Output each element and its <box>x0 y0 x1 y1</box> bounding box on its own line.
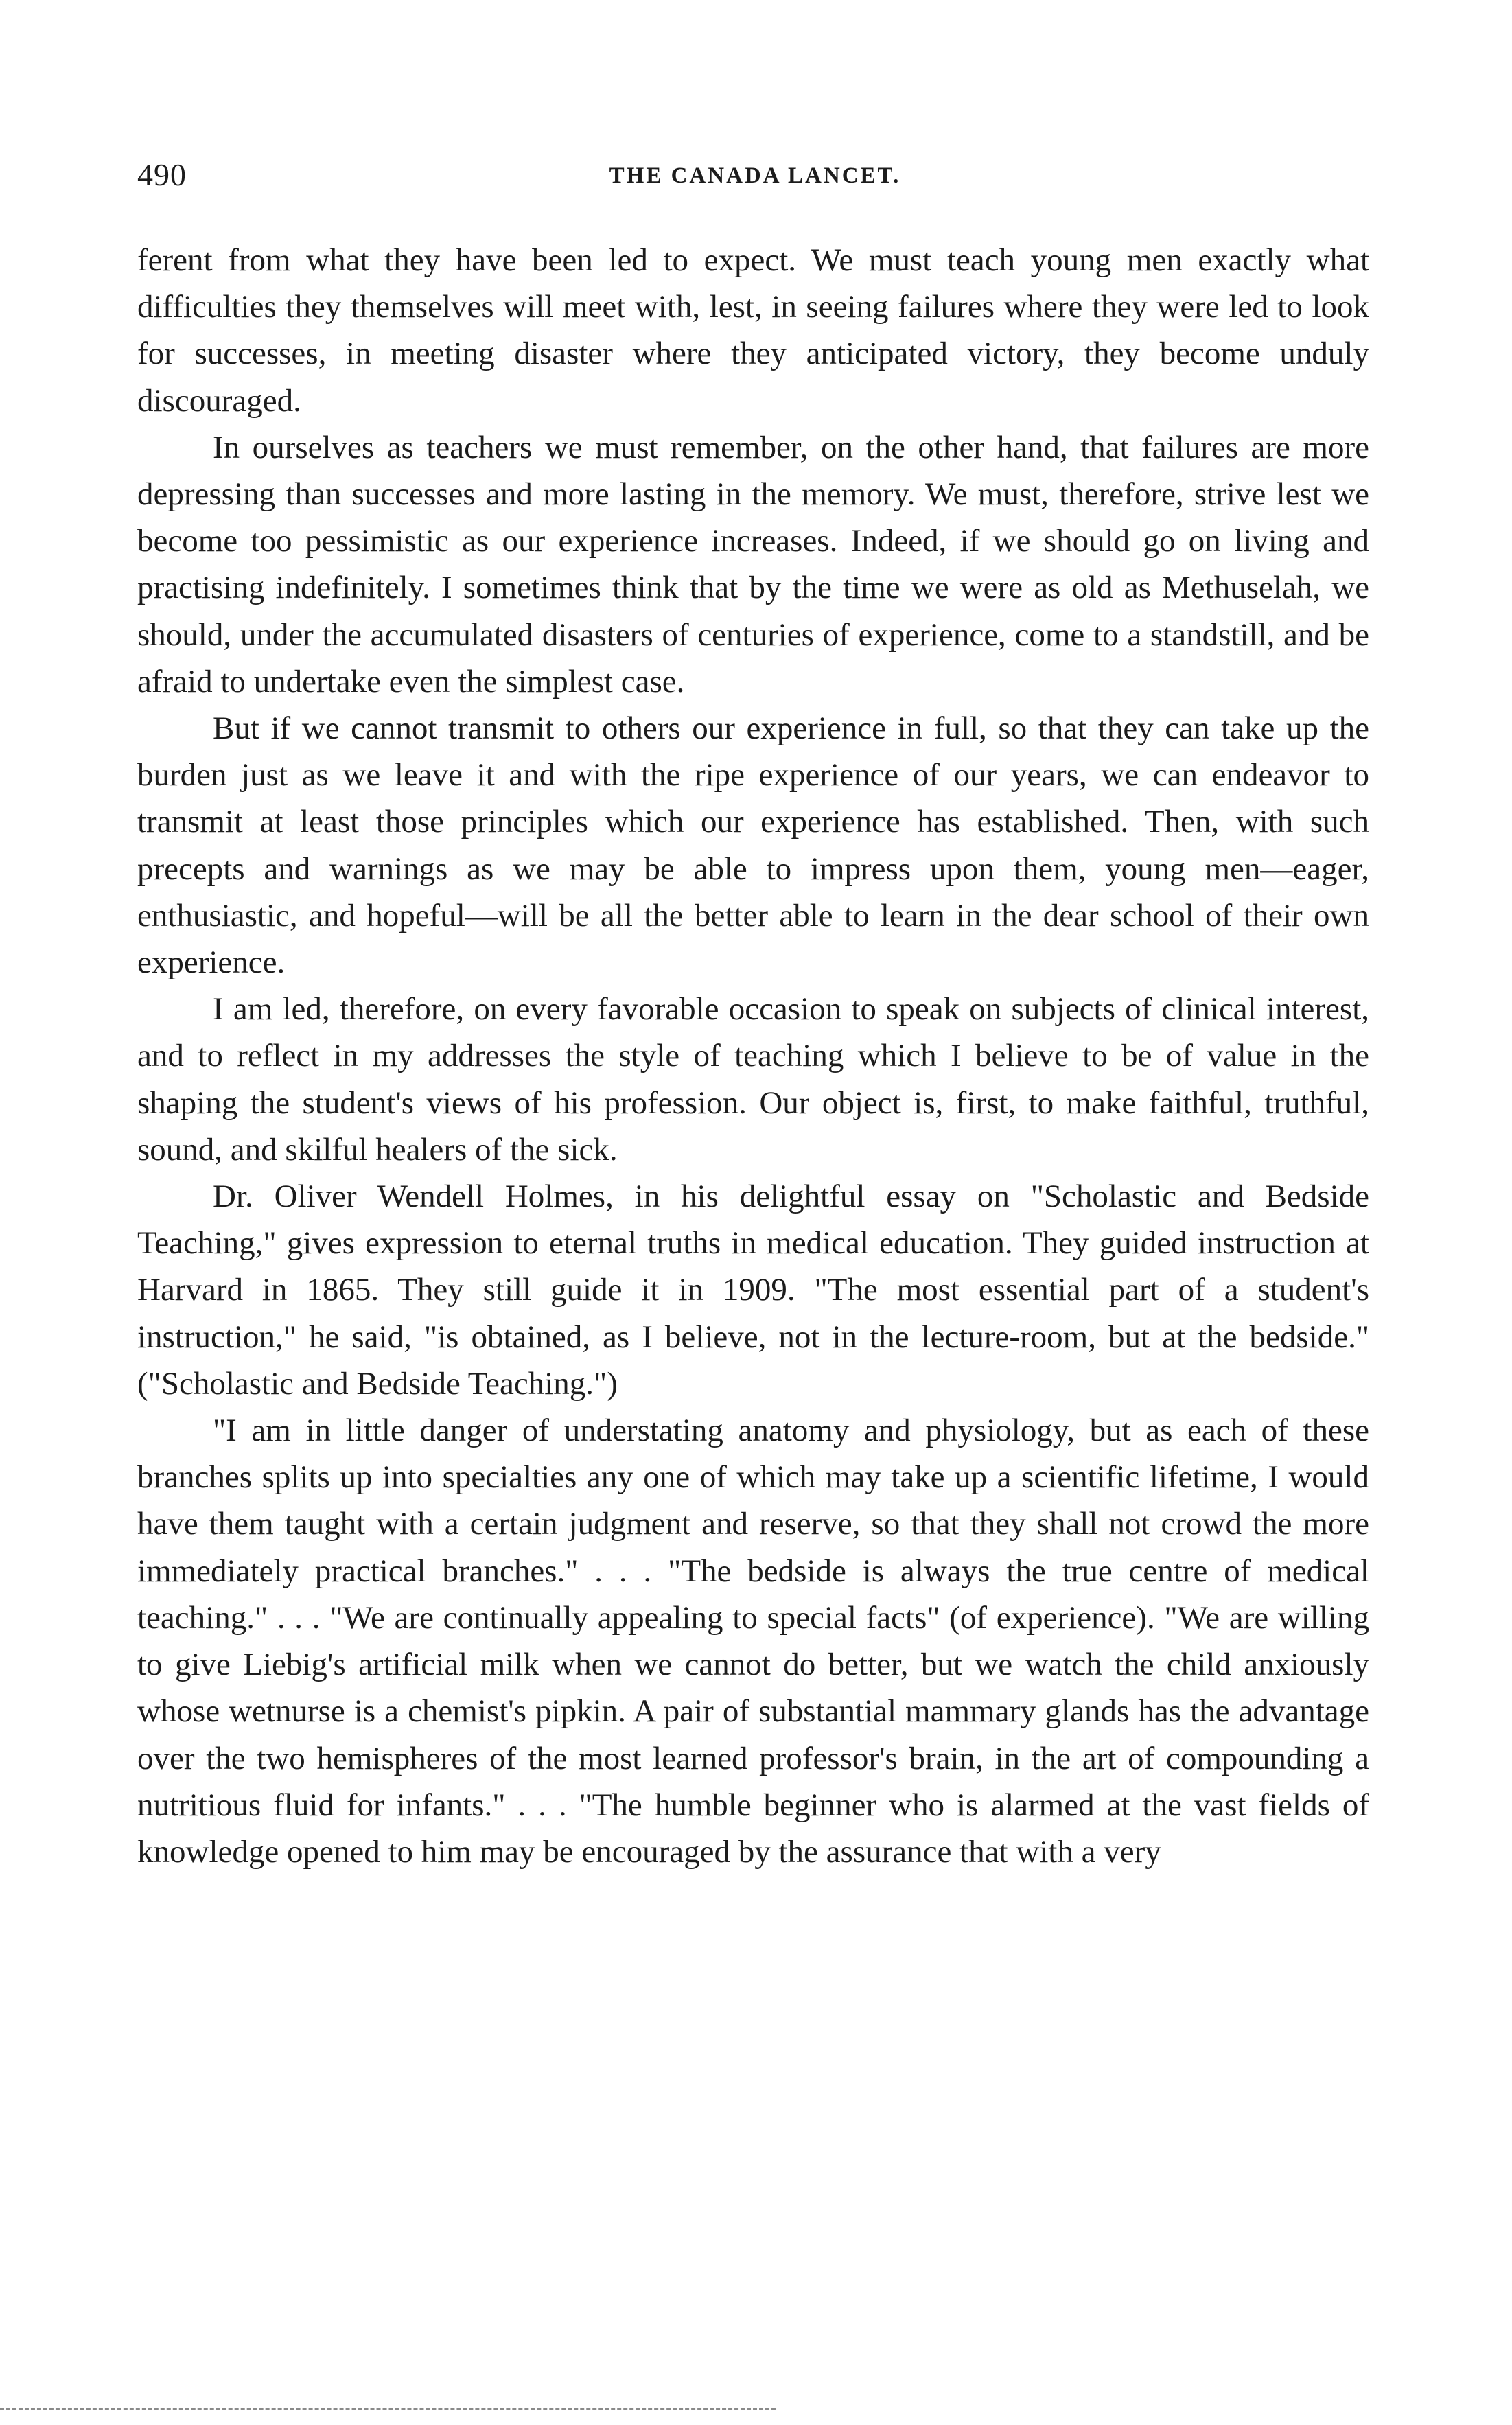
paragraph: In ourselves as teachers we must remember, on the other hand, that failures are more depressing than successes and more lasting in the memory. We must, therefore, strive lest we become too pessimistic as our experience increases. Indeed, if we should go on living and practising indefinitely. I sometimes think that by the time we were as old as Methuselah, we should, under the accumulated disasters of centuries of experience, come to a standstill, and be afraid to undertake even the simplest case. <box>137 429 1369 699</box>
paragraph-continued: ferent from what they have been led to expect. We must teach young men exactly what difficulties they themselves will meet with, lest, in seeing failures where they were led to look for successes, in meeting disaster where they anticipated victory, they become unduly discouraged. <box>137 242 1369 419</box>
paragraph: Dr. Oliver Wendell Holmes, in his delightful essay on "Scholastic and Bedside Teaching," gives expression to eternal truths in medical education. They guided instruction at Harvard in 1865. They still guide it in 1909. "The most essential part of a student's instruction," he said, "is obtained, as I believe, not in the lecture-room, but at the bedside." ("Scholastic and Bedside Teaching.") <box>137 1179 1369 1402</box>
running-head <box>137 156 1373 205</box>
journal-title: THE CANADA LANCET. <box>609 163 901 188</box>
page-number: 490 <box>137 157 187 192</box>
paragraph: I am led, therefore, on every favorable occasion to speak on subjects of clinical interest, and to reflect in my addresses the style of teaching which I believe to be of value in the shaping the student's views of his profession. Our object is, first, to make faithful, truthful, sound, and skilful healers of the sick. <box>137 991 1369 1168</box>
paragraph: But if we cannot transmit to others our experience in full, so that they can take up the burden just as we leave it and with the ripe experience of our years, we can endeavor to transmit at least those principles which our experience has established. Then, with such precepts and warnings as we may be able to impress upon them, young men—eager, enthusiastic, and hopeful—will be all the better able to learn in the dear school of their own experience. <box>137 710 1369 981</box>
body-text <box>137 237 1369 1875</box>
footer-rule <box>0 2408 776 2410</box>
paragraph: "I am in little danger of understating anatomy and physiology, but as each of these branches splits up into specialties any one of which may take up a scientific lifetime, I would have them taught with a certain judgment and reserve, so that they shall not crowd the more immediately practical branches." . . . "The bedside is always the true centre of medical teaching." . . . "We are continually appealing to special facts" (of experience). "We are willing to give Liebig's artificial milk when we cannot do better, but we watch the child anxiously whose wetnurse is a chemist's pipkin. A pair of substantial mammary glands has the advantage over the two hemispheres of the most learned professor's brain, in the art of compounding a nutritious fluid for infants." . . . "The humble beginner who is alarmed at the vast fields of knowledge opened to him may be encouraged by the assurance that with a very <box>137 1413 1369 1870</box>
